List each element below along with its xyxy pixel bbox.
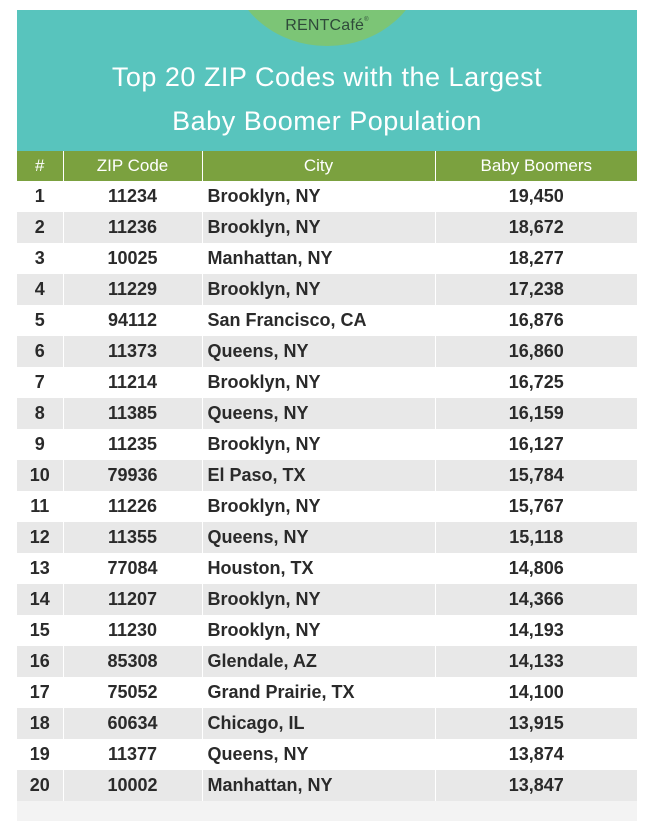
rank-cell: 12 (17, 522, 63, 553)
boomers-cell: 16,127 (435, 429, 637, 460)
boomers-cell: 13,874 (435, 739, 637, 770)
zip-cell: 75052 (63, 677, 202, 708)
zip-cell: 11207 (63, 584, 202, 615)
column-header-rank: # (17, 151, 63, 181)
city-cell: San Francisco, CA (202, 305, 435, 336)
table-row (17, 181, 637, 212)
boomers-cell: 19,450 (435, 181, 637, 212)
rank-cell: 2 (17, 212, 63, 243)
zip-cell: 11230 (63, 615, 202, 646)
zip-cell: 10002 (63, 770, 202, 801)
boomers-cell: 16,860 (435, 336, 637, 367)
rank-cell: 1 (17, 181, 63, 212)
brand-logo (17, 17, 637, 35)
zip-cell: 11355 (63, 522, 202, 553)
boomers-cell: 14,133 (435, 646, 637, 677)
zip-cell: 11236 (63, 212, 202, 243)
zip-cell: 85308 (63, 646, 202, 677)
table-row (17, 491, 637, 522)
rank-cell: 19 (17, 739, 63, 770)
city-cell: Chicago, IL (202, 708, 435, 739)
city-cell: Queens, NY (202, 739, 435, 770)
rank-cell: 11 (17, 491, 63, 522)
rank-cell: 13 (17, 553, 63, 584)
zip-cell: 11377 (63, 739, 202, 770)
infographic-card (17, 10, 637, 822)
rank-cell: 3 (17, 243, 63, 274)
rank-cell: 18 (17, 708, 63, 739)
zip-cell: 11226 (63, 491, 202, 522)
rank-cell: 16 (17, 646, 63, 677)
footer-strip (17, 801, 637, 821)
rank-cell: 9 (17, 429, 63, 460)
column-header-zip: ZIP Code (63, 151, 202, 181)
rank-cell: 17 (17, 677, 63, 708)
page-title-line-2: Baby Boomer Population (172, 106, 482, 136)
zip-cell: 79936 (63, 460, 202, 491)
city-cell: Manhattan, NY (202, 770, 435, 801)
zip-cell: 60634 (63, 708, 202, 739)
zip-cell: 11214 (63, 367, 202, 398)
city-cell: Grand Prairie, TX (202, 677, 435, 708)
rank-cell: 14 (17, 584, 63, 615)
table-header-row (17, 151, 637, 181)
table-row (17, 460, 637, 491)
table-body (17, 181, 637, 801)
table-row (17, 305, 637, 336)
boomers-cell: 14,806 (435, 553, 637, 584)
registered-mark: ® (364, 17, 369, 23)
city-cell: Queens, NY (202, 336, 435, 367)
city-cell: Brooklyn, NY (202, 491, 435, 522)
rank-cell: 7 (17, 367, 63, 398)
table-row (17, 336, 637, 367)
table-row (17, 677, 637, 708)
boomers-cell: 17,238 (435, 274, 637, 305)
zip-cell: 77084 (63, 553, 202, 584)
boomers-cell: 13,847 (435, 770, 637, 801)
rank-cell: 6 (17, 336, 63, 367)
table-row (17, 553, 637, 584)
rank-cell: 4 (17, 274, 63, 305)
table-row (17, 615, 637, 646)
boomers-cell: 15,784 (435, 460, 637, 491)
table-row (17, 770, 637, 801)
city-cell: Queens, NY (202, 398, 435, 429)
table-row (17, 739, 637, 770)
header-banner (17, 10, 637, 151)
zip-cell: 11373 (63, 336, 202, 367)
table-row (17, 429, 637, 460)
table-row (17, 243, 637, 274)
zip-cell: 11235 (63, 429, 202, 460)
table-row (17, 584, 637, 615)
rank-cell: 10 (17, 460, 63, 491)
boomers-cell: 18,277 (435, 243, 637, 274)
zip-cell: 10025 (63, 243, 202, 274)
city-cell: Brooklyn, NY (202, 181, 435, 212)
city-cell: Brooklyn, NY (202, 212, 435, 243)
table-row (17, 212, 637, 243)
city-cell: Glendale, AZ (202, 646, 435, 677)
boomers-cell: 16,876 (435, 305, 637, 336)
city-cell: Brooklyn, NY (202, 429, 435, 460)
zip-cell: 11385 (63, 398, 202, 429)
rank-cell: 5 (17, 305, 63, 336)
table-row (17, 646, 637, 677)
table-row (17, 274, 637, 305)
boomers-cell: 18,672 (435, 212, 637, 243)
boomers-cell: 15,767 (435, 491, 637, 522)
rank-cell: 15 (17, 615, 63, 646)
boomers-cell: 16,159 (435, 398, 637, 429)
column-header-boomers: Baby Boomers (435, 151, 637, 181)
table-row (17, 398, 637, 429)
city-cell: Brooklyn, NY (202, 367, 435, 398)
city-cell: El Paso, TX (202, 460, 435, 491)
page-title-line-1: Top 20 ZIP Codes with the Largest (111, 62, 543, 92)
zip-cell: 11229 (63, 274, 202, 305)
brand-logo-text: RENTCafé (285, 17, 365, 34)
rank-cell: 20 (17, 770, 63, 801)
boomers-cell: 14,366 (435, 584, 637, 615)
boomers-cell: 15,118 (435, 522, 637, 553)
table-row (17, 367, 637, 398)
city-cell: Manhattan, NY (202, 243, 435, 274)
boomers-cell: 14,100 (435, 677, 637, 708)
boomers-cell: 13,915 (435, 708, 637, 739)
table-row (17, 522, 637, 553)
rank-cell: 8 (17, 398, 63, 429)
column-header-city: City (202, 151, 435, 181)
boomers-cell: 14,193 (435, 615, 637, 646)
zip-cell: 94112 (63, 305, 202, 336)
data-table (17, 151, 637, 801)
city-cell: Brooklyn, NY (202, 584, 435, 615)
city-cell: Queens, NY (202, 522, 435, 553)
zip-cell: 11234 (63, 181, 202, 212)
city-cell: Houston, TX (202, 553, 435, 584)
boomers-cell: 16,725 (435, 367, 637, 398)
city-cell: Brooklyn, NY (202, 615, 435, 646)
city-cell: Brooklyn, NY (202, 274, 435, 305)
table-row (17, 708, 637, 739)
